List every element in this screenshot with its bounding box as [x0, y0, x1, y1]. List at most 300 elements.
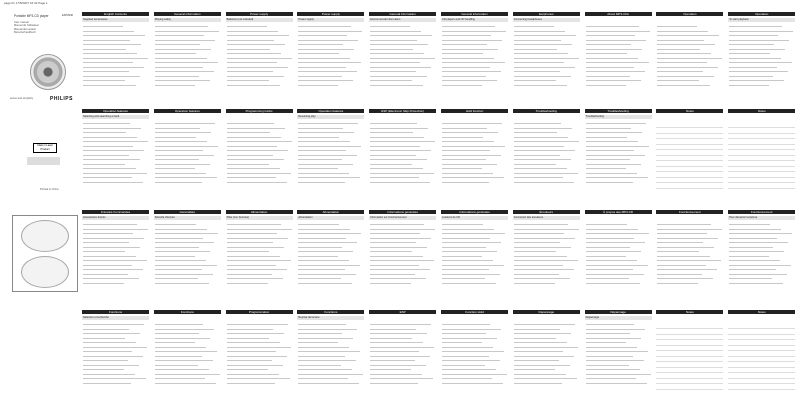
text-line — [442, 374, 507, 375]
text-line — [370, 146, 420, 147]
text-line — [155, 365, 198, 366]
text-line — [227, 265, 276, 266]
text-line — [83, 378, 146, 379]
section-header: Earphones — [513, 12, 580, 16]
text-line — [514, 369, 555, 370]
text-line — [442, 365, 485, 366]
text-line — [155, 342, 195, 343]
text-line — [514, 356, 574, 357]
text-line — [514, 44, 572, 45]
text-line — [729, 233, 792, 234]
text-line — [514, 182, 574, 183]
note-rule — [728, 182, 795, 183]
manual-column — [226, 298, 293, 398]
text-line — [442, 132, 498, 133]
text-line — [442, 31, 506, 32]
text-line — [657, 31, 708, 32]
text-line — [657, 265, 706, 266]
text-line — [514, 256, 567, 257]
text-line — [227, 141, 292, 142]
text-line — [586, 233, 649, 234]
text-line — [370, 62, 420, 63]
text-line — [298, 182, 345, 183]
text-line — [370, 49, 413, 50]
text-line — [298, 356, 345, 357]
text-line — [155, 159, 199, 160]
text-line — [370, 26, 410, 27]
text-line — [657, 67, 718, 68]
text-line — [514, 26, 554, 27]
text-line — [586, 128, 631, 129]
text-line — [155, 31, 219, 32]
text-line — [370, 265, 419, 266]
text-line — [298, 76, 342, 77]
text-line — [155, 369, 209, 370]
text-line — [370, 85, 423, 86]
section-header: Alimentation — [226, 210, 293, 214]
text-line — [370, 383, 418, 384]
text-line — [586, 374, 651, 375]
subsection-heading: Connexion des écouteurs — [513, 216, 580, 220]
text-line — [442, 164, 497, 165]
text-line — [227, 132, 270, 133]
manual-column — [585, 97, 652, 197]
section-header: Français Commandes — [82, 210, 149, 214]
text-line — [442, 53, 483, 54]
text-line — [514, 229, 579, 230]
text-line — [298, 329, 357, 330]
text-line — [657, 40, 704, 41]
note-rule — [728, 166, 795, 167]
text-line — [442, 256, 482, 257]
section-header: Alimentation — [297, 210, 364, 214]
text-line — [657, 242, 703, 243]
text-line — [155, 229, 207, 230]
page-band — [0, 198, 802, 298]
text-line — [298, 333, 342, 334]
text-line — [83, 333, 140, 334]
note-rule — [728, 334, 795, 335]
text-line — [227, 338, 269, 339]
manual-column — [513, 97, 580, 197]
text-line — [657, 256, 710, 257]
text-line — [298, 383, 359, 384]
text-line — [514, 374, 566, 375]
text-line — [83, 44, 141, 45]
subsection-heading: Pour démarrer la lecture — [728, 216, 795, 220]
manual-column — [297, 0, 364, 100]
text-line — [83, 67, 144, 68]
text-line — [370, 351, 419, 352]
text-line — [155, 76, 199, 77]
section-header: General information — [369, 12, 436, 16]
text-line — [514, 159, 571, 160]
text-line — [227, 182, 287, 183]
text-line — [83, 338, 125, 339]
text-line — [514, 150, 575, 151]
text-line — [586, 283, 640, 284]
section-header: Fonctionnement — [728, 210, 795, 214]
text-line — [227, 76, 284, 77]
text-line — [155, 347, 206, 348]
text-line — [370, 238, 431, 239]
note-rule — [656, 389, 723, 390]
note-rule — [728, 144, 795, 145]
text-line — [586, 224, 627, 225]
note-rule — [656, 372, 723, 373]
text-line — [442, 146, 505, 147]
language-item: Manual del usuario — [14, 27, 36, 31]
manual-column — [297, 298, 364, 398]
text-line — [514, 338, 556, 339]
text-line — [227, 269, 287, 270]
text-line — [227, 40, 274, 41]
text-line — [442, 238, 490, 239]
text-line — [155, 338, 210, 339]
note-rule — [728, 328, 795, 329]
text-line — [155, 274, 213, 275]
note-rule — [656, 138, 723, 139]
text-line — [657, 238, 718, 239]
text-line — [657, 44, 715, 45]
section-header: Operation features — [82, 109, 149, 113]
section-header: Operation features — [154, 109, 221, 113]
note-rule — [656, 356, 723, 357]
text-line — [586, 173, 637, 174]
note-rule — [728, 188, 795, 189]
text-line — [514, 278, 570, 279]
text-line — [298, 278, 341, 279]
note-rule — [656, 160, 723, 161]
text-line — [370, 242, 416, 243]
subsection-heading: Resuming play — [297, 115, 364, 119]
text-line — [442, 324, 490, 325]
text-line — [370, 137, 424, 138]
manual-column — [226, 97, 293, 197]
text-line — [514, 146, 564, 147]
text-line — [155, 53, 196, 54]
text-line — [370, 247, 427, 248]
manual-column — [585, 298, 652, 398]
text-line — [155, 378, 205, 379]
text-line — [83, 360, 128, 361]
text-line — [155, 67, 203, 68]
note-rule — [656, 345, 723, 346]
section-header: Hold function — [441, 109, 508, 113]
text-line — [83, 347, 147, 348]
text-line — [657, 247, 714, 248]
text-line — [155, 329, 214, 330]
text-line — [298, 58, 350, 59]
text-line — [586, 369, 640, 370]
text-line — [729, 35, 778, 36]
text-line — [298, 71, 357, 72]
manual-column — [226, 0, 293, 100]
text-line — [586, 53, 627, 54]
section-header: Dépannage — [585, 310, 652, 314]
text-line — [155, 247, 199, 248]
text-line — [442, 62, 505, 63]
text-line — [442, 378, 492, 379]
text-line — [586, 338, 641, 339]
text-line — [442, 260, 493, 261]
text-line — [227, 229, 292, 230]
text-line — [83, 132, 126, 133]
subsection-heading: Connecting headphones — [513, 18, 580, 22]
manual-column — [441, 97, 508, 197]
cover-title: Portable MP3-CD player — [14, 14, 49, 18]
note-rule — [728, 383, 795, 384]
text-line — [298, 351, 360, 352]
text-line — [729, 85, 769, 86]
text-line — [227, 49, 270, 50]
text-line — [227, 238, 288, 239]
manual-column — [154, 0, 221, 100]
text-line — [298, 80, 353, 81]
text-line — [729, 260, 780, 261]
text-line — [83, 80, 125, 81]
text-line — [155, 177, 217, 178]
text-line — [83, 324, 144, 325]
text-line — [83, 141, 148, 142]
text-line — [83, 351, 132, 352]
text-line — [227, 374, 279, 375]
text-line — [155, 260, 206, 261]
text-line — [729, 62, 792, 63]
text-line — [657, 76, 714, 77]
text-line — [155, 62, 218, 63]
section-header: Fonction Hold — [441, 310, 508, 314]
subsection-heading: Accessoires fournis — [82, 216, 149, 220]
text-line — [155, 40, 215, 41]
text-line — [83, 49, 126, 50]
note-rule — [728, 171, 795, 172]
note-rule — [728, 350, 795, 351]
text-line — [155, 238, 203, 239]
text-line — [586, 44, 631, 45]
text-line — [442, 182, 489, 183]
text-line — [227, 177, 276, 178]
text-line — [370, 233, 420, 234]
text-line — [586, 229, 638, 230]
text-line — [586, 329, 645, 330]
text-line — [83, 35, 145, 36]
text-line — [514, 62, 564, 63]
manual-column — [226, 198, 293, 298]
text-line — [298, 378, 348, 379]
text-line — [83, 256, 136, 257]
text-line — [586, 40, 646, 41]
text-line — [83, 128, 141, 129]
note-rule — [728, 361, 795, 362]
text-line — [370, 168, 423, 169]
text-line — [442, 247, 486, 248]
text-line — [514, 85, 567, 86]
note-rule — [656, 149, 723, 150]
manual-column — [513, 298, 580, 398]
text-line — [586, 347, 637, 348]
text-line — [83, 53, 137, 54]
text-line — [298, 85, 338, 86]
text-line — [298, 369, 352, 370]
text-line — [298, 164, 353, 165]
text-line — [83, 173, 147, 174]
text-line — [227, 58, 292, 59]
text-line — [514, 35, 576, 36]
language-item: Benutzerhandbuch — [14, 31, 36, 35]
text-line — [514, 351, 563, 352]
text-line — [83, 76, 140, 77]
manual-column — [585, 198, 652, 298]
text-line — [442, 233, 505, 234]
text-line — [586, 58, 638, 59]
text-line — [227, 242, 273, 243]
text-line — [83, 62, 133, 63]
note-rule — [728, 372, 795, 373]
manual-column — [82, 97, 149, 197]
text-line — [729, 53, 770, 54]
text-line — [442, 229, 494, 230]
text-line — [586, 269, 633, 270]
text-line — [227, 146, 277, 147]
text-line — [227, 85, 280, 86]
text-line — [298, 40, 358, 41]
text-line — [298, 49, 354, 50]
text-line — [370, 71, 416, 72]
text-line — [514, 168, 567, 169]
text-line — [298, 31, 362, 32]
text-line — [442, 338, 497, 339]
text-line — [442, 26, 495, 27]
text-line — [298, 360, 356, 361]
text-line — [514, 383, 562, 384]
text-line — [442, 369, 496, 370]
text-line — [83, 229, 148, 230]
manual-column — [441, 298, 508, 398]
manual-column — [82, 0, 149, 100]
text-line — [83, 224, 137, 225]
text-line — [155, 85, 195, 86]
subsection-heading: Information sur l'environnement — [369, 216, 436, 220]
text-line — [514, 141, 579, 142]
text-line — [155, 141, 207, 142]
text-line — [155, 182, 202, 183]
text-line — [83, 265, 132, 266]
note-rule — [728, 378, 795, 379]
text-line — [442, 71, 501, 72]
text-line — [442, 80, 497, 81]
text-line — [227, 31, 278, 32]
manual-column — [297, 97, 364, 197]
text-line — [586, 356, 633, 357]
text-line — [514, 177, 563, 178]
text-line — [586, 265, 648, 266]
section-header: General information — [154, 12, 221, 16]
text-line — [370, 324, 431, 325]
text-line — [83, 342, 136, 343]
text-line — [370, 338, 412, 339]
text-line — [298, 324, 346, 325]
text-line — [442, 224, 483, 225]
note-rule — [656, 339, 723, 340]
text-line — [586, 67, 634, 68]
text-line — [370, 173, 434, 174]
text-line — [442, 283, 496, 284]
text-line — [586, 256, 626, 257]
text-line — [586, 71, 645, 72]
note-rule — [728, 127, 795, 128]
text-line — [442, 351, 504, 352]
text-line — [83, 278, 139, 279]
text-line — [586, 35, 635, 36]
text-line — [227, 283, 268, 284]
text-line — [514, 49, 557, 50]
text-line — [155, 360, 213, 361]
text-line — [586, 260, 637, 261]
text-line — [155, 58, 207, 59]
text-line — [227, 164, 269, 165]
section-header: About MP3-CDs — [585, 12, 652, 16]
section-header: Programmation — [226, 310, 293, 314]
text-line — [298, 35, 347, 36]
note-rule — [728, 389, 795, 390]
text-line — [83, 123, 130, 124]
section-header: Informations générales — [441, 210, 508, 214]
manual-column — [513, 198, 580, 298]
text-line — [83, 242, 129, 243]
text-line — [227, 347, 291, 348]
text-line — [227, 168, 280, 169]
text-line — [155, 383, 216, 384]
note-rule — [728, 177, 795, 178]
page-band — [0, 298, 802, 398]
language-item: Manuel de l'utilisateur — [14, 24, 40, 28]
text-line — [227, 260, 291, 261]
text-line — [657, 35, 719, 36]
text-line — [370, 150, 431, 151]
subsection-heading: Reprise de lecture — [297, 316, 364, 320]
text-line — [370, 132, 413, 133]
text-line — [729, 238, 777, 239]
language-item: User manual — [14, 21, 29, 24]
text-line — [514, 238, 575, 239]
text-line — [370, 251, 412, 252]
laser-label: Class 1 Laser Product — [33, 143, 57, 153]
note-rule — [656, 127, 723, 128]
text-line — [83, 233, 133, 234]
text-line — [442, 333, 486, 334]
text-line — [729, 251, 784, 252]
section-header: Généralités — [154, 210, 221, 214]
text-line — [227, 351, 276, 352]
text-line — [442, 58, 494, 59]
text-line — [155, 256, 195, 257]
text-line — [155, 251, 210, 252]
note-rule — [728, 345, 795, 346]
section-header: Power supply — [226, 12, 293, 16]
text-line — [514, 173, 578, 174]
manual-column — [513, 0, 580, 100]
text-line — [442, 49, 498, 50]
text-line — [83, 40, 130, 41]
text-line — [155, 146, 218, 147]
text-line — [514, 80, 556, 81]
text-line — [83, 159, 140, 160]
text-line — [657, 85, 710, 86]
text-line — [514, 132, 557, 133]
note-rule — [656, 334, 723, 335]
text-line — [586, 76, 630, 77]
